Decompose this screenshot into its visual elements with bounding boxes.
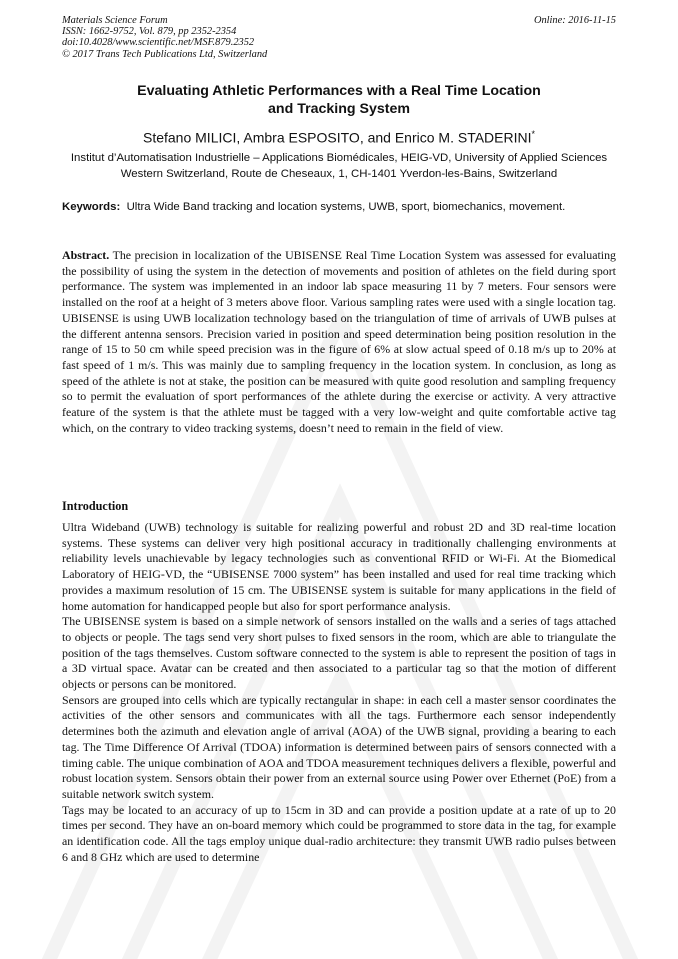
intro-paragraph: Ultra Wideband (UWB) technology is suitable for realizing powerful and robust 2D and 3D real-time location systems. These systems can deliver very high positional accuracy in traditionally challenging environments at reliability levels unachievable by legacy technologies such as conventional RFID or Wi-Fi. At the Biomedical Laboratory of HEIG-VD, the “UBISENSE 7000 system” has been installed and used for real time tracking which provides a maximum resolution of 15 cm. The UBISENSE system is suitable for many applications in the field of home automation for handicapped people but also for sport performance analysis. [62,520,616,613]
keywords-section [62,200,616,216]
abstract-section [62,248,616,436]
abstract-text: The precision in localization of the UBISENSE Real Time Location System was assessed for evaluating the possibility of using the system in the detection of movements and position of athletes on the field during sport performance. The system was implemented in an indoor lab space measuring 11 by 7 meters. Four sensors were installed on the roof at a height of 3 meters above floor. Various sampling rates were used with a single location tag. UBISENSE is using UWB localization technology based on the triangulation of time of arrivals of UWB pulses at the different antenna sensors. Precision varied in position and speed determination being position resolution in the range of 15 to 50 cm while speed precision was in the figure of 6% at slow actual speed of 0.18 m/s up to 20% at fast speed of 1 m/s. This was mainly due to sampling frequency in the location system. In conclusion, as long as speed of the athlete is not at stake, the position can be measured with quite good resolution and sampling frequency so to permit the evaluation of sport performances of the athlete during the exercise or activity. A very attractive feature of the system is that the athlete must be tagged with a very low-weight and quite comfortable active tag which, on the contrary to video tracking systems, doesn’t need to remain in the field of view. [62,248,616,435]
paper-title-line-2: and Tracking System [268,101,410,117]
intro-paragraph: Tags may be located to an accuracy of up to 15cm in 3D and can provide a position update at a rate of up to 20 times per second. They have an on-board memory which could be programmed to store data in the tag, for example an identification code. All the tags employ unique dual-radio architecture: they transmit UWB radio pulses between 6 and 8 GHz which are used to determine [62,802,616,864]
intro-paragraph: The UBISENSE system is based on a simple network of sensors installed on the walls and a series of tags attached to objects or people. The tags send very short pulses to fixed sensors in the room, which are able to triangulate the position of the tags themselves. Custom software connected to the system is able to represent the position of tags in a 3D virtual space. Avatar can be created and then associated to a particular tag so that the motion of different objects or persons can be monitored. [62,614,616,692]
journal-issn: ISSN: 1662-9752, Vol. 879, pp 2352-2354 [62,26,237,38]
introduction-body [62,520,616,865]
paper-title [62,82,616,118]
paper-title-line-1: Evaluating Athletic Performances with a Real Time Location [137,83,541,99]
intro-paragraph: Sensors are grouped into cells which are typically rectangular in shape: in each cell a master sensor coordinates the activities of the other sensors and communicates with all the tags. Furthermore each sensor independently determines both the azimuth and elevation angle of arrival (AOA) of the UWB signal, providing a bearing to each tag. The Time Difference Of Arrival (TDOA) information is determined between pairs of sensors connected with a timing cable. The unique combination of AOA and TDOA measurement techniques delivers a flexible, powerful and robust location system. Sensors obtain their power from an external source using Power over Ethernet (PoE) from a suitable network switch system. [62,692,616,801]
introduction-heading: Introduction [62,499,129,513]
journal-name: Materials Science Forum [62,15,168,26]
journal-doi: doi:10.4028/www.scientific.net/MSF.879.2352 [62,37,255,49]
journal-copyright: © 2017 Trans Tech Publications Ltd, Switzerland [62,48,268,60]
corresponding-author-mark: * [531,129,536,139]
keywords-label: Keywords: [62,201,121,213]
abstract-label: Abstract. [62,248,110,262]
online-date: Online: 2016-11-15 [533,15,616,26]
paper-authors [62,125,616,147]
journal-header [62,15,267,60]
authors-text: Stefano MILICI, Ambra ESPOSITO, and Enrico M. STADERINI [142,129,532,146]
keywords-text: Ultra Wide Band tracking and location systems, UWB, sport, biomechanics, movement. [126,201,566,213]
author-affiliation: Institut d’Automatisation Industrielle – Applications Biomédicales, HEIG-VD, University of Applied Sciences Western Switzerland, Route de Cheseaux, 1, CH-1401 Yverdon-les-Bains, Switzerland [70,152,608,180]
